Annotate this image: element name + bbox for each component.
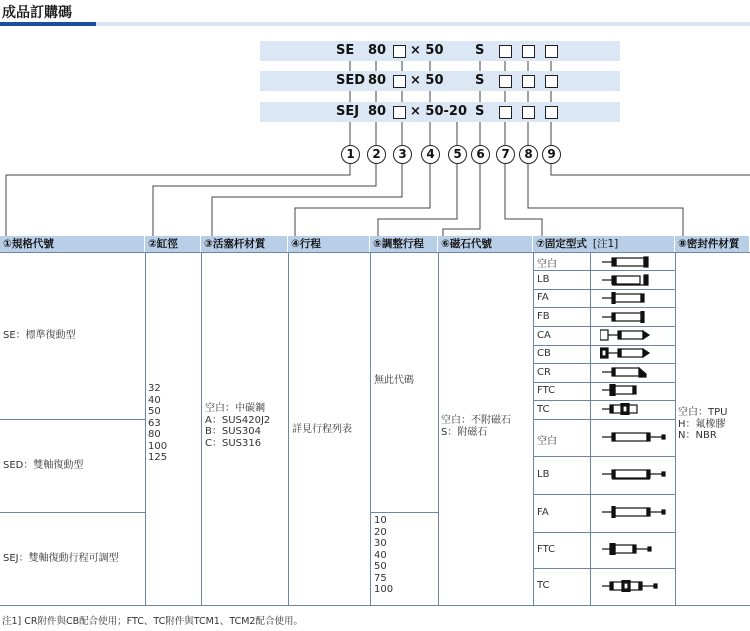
adjust-values: 10 20 30 40 50 75 100 [374,515,394,595]
double-rod-foot-icon [600,468,670,480]
row-divider [533,270,675,271]
circle-6: 6 [471,145,490,164]
bore-list: 32 40 50 63 80 100 125 [148,383,168,463]
trunnion-center-icon [600,403,660,415]
footnote: 注1] CR附件與CB配合使用；FTC、TC附件與TCM1、TCM2配合使用。 [2,616,303,627]
header-magnet: ⑥磁石代號 [438,236,533,252]
mount-label: TC [537,580,550,591]
seal-options: 空白：TPU H：氟橡膠 N：NBR [678,407,728,441]
trunnion-front-icon [600,384,660,396]
row-divider [533,494,675,495]
col-divider [533,252,534,605]
col-divider [438,252,439,605]
magnet-options: 空白：不附磁石 S：附磁石 [441,415,511,438]
circle-8: 8 [519,145,538,164]
double-rod-trunnion-front-icon [600,543,670,555]
front-flange-icon [600,292,660,304]
row-divider [533,345,675,346]
double-rod-icon [600,431,670,443]
mount-label: CB [537,348,551,359]
double-rod-flange-icon [600,506,670,518]
code-bore: 80 [368,73,387,88]
row-divider [533,456,675,457]
mount-label: LB [537,469,550,480]
row-divider [533,400,675,401]
double-rod-trunnion-center-icon [600,580,670,592]
code-model: SEJ [336,104,360,119]
stroke-note: 詳見行程列表 [292,424,352,435]
circle-4: 4 [421,145,440,164]
header-seal: ⑧密封件材質 [675,236,750,252]
page-title: 成品訂購碼 [2,5,72,21]
mount-label: LB [537,274,550,285]
col-divider [590,252,591,605]
mount-label: 空白 [537,259,557,270]
code-model: SED [336,73,366,88]
rod-material-list: 空白：中碳鋼 A：SUS420J2 B：SUS304 C：SUS316 [205,403,271,449]
spec-se: SE：標準復動型 [3,330,76,341]
row-divider [0,512,145,513]
table-bottom-line [0,605,750,606]
rear-flange-icon [600,311,660,323]
col-divider [145,252,146,605]
col-divider [288,252,289,605]
col-divider [201,252,202,605]
single-clevis-icon [600,329,660,341]
circle-2: 2 [367,145,386,164]
cylinder-icon [600,256,660,268]
spec-sej: SEJ：雙軸復動行程可調型 [3,553,119,564]
row-divider [533,568,675,569]
header-stroke: ④行程 [288,236,370,252]
mount-label: FTC [537,544,556,555]
spec-sed: SED：雙軸復動型 [3,460,84,471]
col-divider [370,252,371,605]
double-clevis-icon [600,347,660,359]
mount-label: FA [537,292,549,303]
mount-label: 空白 [537,436,557,447]
code-stroke: × 50 [410,73,444,88]
mount-label: FTC [537,385,556,396]
header-adjust-stroke: ⑤調整行程 [370,236,438,252]
adjust-none: 無此代碼 [374,375,414,386]
row-divider [370,512,438,513]
header-spec: ①規格代號 [0,236,145,252]
header-rod-material: ③活塞杆材質 [201,236,288,252]
header-mount [533,236,675,252]
circle-7: 7 [496,145,515,164]
code-magnet: S [475,43,485,58]
header-bore: ②缸徑 [145,236,201,252]
row-divider [533,532,675,533]
header-mount-note: [注1] [592,238,619,250]
mount-label: TC [537,404,550,415]
header-mount-label: ⑦固定型式 [536,238,587,250]
code-bore: 80 [368,104,387,119]
code-magnet: S [475,104,485,119]
mount-label: CA [537,330,551,341]
circle-5: 5 [448,145,467,164]
clevis-bracket-icon [600,366,660,378]
row-divider [533,326,675,327]
mount-label: FB [537,311,550,322]
code-stroke: × 50 [410,43,444,58]
row-divider [533,382,675,383]
code-model: SE [336,43,355,58]
foot-mount-icon [600,274,660,286]
mount-label: CR [537,367,551,378]
row-divider [533,419,675,420]
circle-1: 1 [341,145,360,164]
code-bore: 80 [368,43,387,58]
code-stroke: × 50-20 [410,104,467,119]
row-divider [533,363,675,364]
circle-9: 9 [542,145,561,164]
table-top-line [0,252,750,253]
mount-label: FA [537,507,549,518]
code-magnet: S [475,73,485,88]
circle-3: 3 [393,145,412,164]
row-divider [533,289,675,290]
row-divider [533,307,675,308]
col-divider [675,252,676,605]
row-divider [0,419,145,420]
